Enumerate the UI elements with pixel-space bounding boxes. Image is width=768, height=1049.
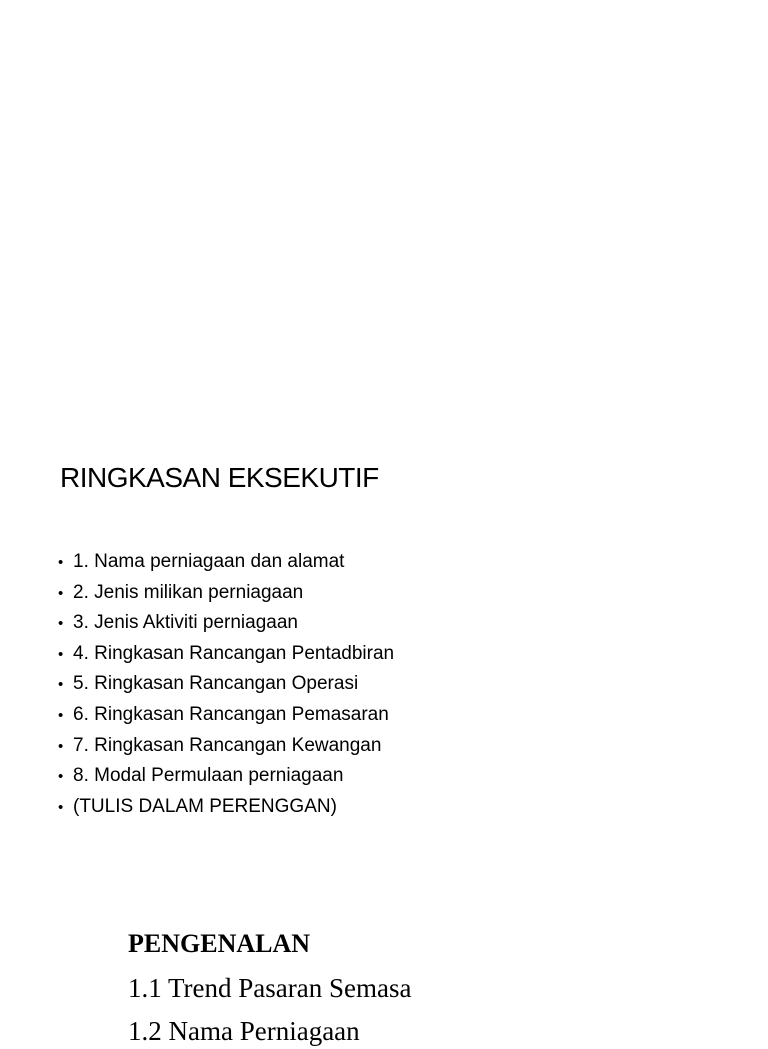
- bullet-icon: •: [58, 645, 64, 663]
- bullet-icon: •: [58, 584, 64, 602]
- bullet-icon: •: [58, 737, 64, 755]
- section-heading: PENGENALAN: [128, 929, 311, 958]
- bullet-icon: •: [58, 706, 64, 724]
- bullet-icon: •: [58, 554, 64, 571]
- list-item-text: 2. Jenis milikan perniagaan: [73, 581, 304, 603]
- list-item: [58, 547, 394, 578]
- list-item-text: 6. Ringkasan Rancangan Pemasaran: [73, 703, 389, 725]
- list-item: [58, 639, 394, 670]
- list-item: [58, 669, 394, 700]
- list-item: [58, 792, 394, 823]
- list-item-text: 8. Modal Permulaan perniagaan: [73, 765, 344, 787]
- list-item-text: (TULIS DALAM PERENGGAN): [73, 795, 337, 817]
- list-item: [58, 700, 394, 731]
- bullet-icon: •: [58, 676, 64, 694]
- bullet-icon: •: [58, 798, 64, 816]
- list-item-text: 4. Ringkasan Rancangan Pentadbiran: [73, 642, 395, 664]
- bullet-icon: •: [58, 768, 64, 786]
- bullet-list: [58, 547, 394, 822]
- section-item: 1.1 Trend Pasaran Semasa: [128, 973, 412, 1003]
- bullet-icon: •: [58, 615, 64, 633]
- list-item: [58, 731, 394, 762]
- list-item-text: 1. Nama perniagaan dan alamat: [73, 551, 345, 572]
- list-item: [58, 608, 394, 639]
- list-item: [58, 761, 394, 792]
- list-item-text: 5. Ringkasan Rancangan Operasi: [73, 673, 359, 695]
- list-item-text: 3. Jenis Aktiviti perniagaan: [73, 612, 298, 634]
- section-item: 1.2 Nama Perniagaan: [128, 1016, 360, 1046]
- list-item-text: 7. Ringkasan Rancangan Kewangan: [73, 734, 382, 756]
- list-item: [58, 578, 394, 609]
- slide-title: RINGKASAN EKSEKUTIF: [60, 462, 379, 493]
